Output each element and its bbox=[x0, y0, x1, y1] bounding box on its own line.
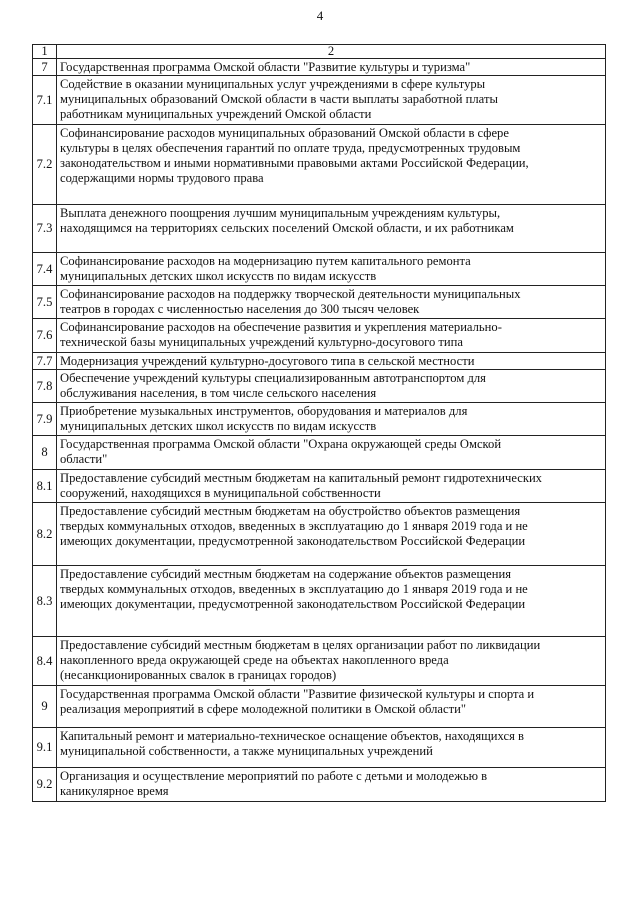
description-line: Софинансирование расходов на поддержку творческой деятельности муниципальных bbox=[60, 287, 521, 301]
row-description bbox=[57, 59, 606, 76]
description-line: Софинансирование расходов на модернизацию путем капитального ремонта bbox=[60, 254, 471, 268]
description-line: муниципальной собственности, а также муниципальных учреждений bbox=[60, 744, 433, 758]
table-row bbox=[33, 319, 606, 353]
row-description bbox=[57, 503, 606, 566]
row-number: 8.1 bbox=[33, 470, 57, 503]
row-number: 7.6 bbox=[33, 319, 57, 353]
table-row bbox=[33, 470, 606, 503]
header-col-1: 1 bbox=[33, 45, 57, 59]
description-line: театров в городах с численностью населения до 300 тысяч человек bbox=[60, 302, 420, 316]
description-line: Приобретение музыкальных инструментов, оборудования и материалов для bbox=[60, 404, 468, 418]
table-row bbox=[33, 125, 606, 205]
table-row bbox=[33, 370, 606, 403]
description-line: Государственная программа Омской области "Развитие культуры и туризма" bbox=[60, 60, 471, 74]
description-line: Государственная программа Омской области "Охрана окружающей среды Омской bbox=[60, 437, 502, 451]
table-row bbox=[33, 253, 606, 286]
table-header-row bbox=[33, 45, 606, 59]
description-line: Софинансирование расходов муниципальных образований Омской области в сфере bbox=[60, 126, 509, 140]
table-row bbox=[33, 436, 606, 470]
row-description bbox=[57, 286, 606, 319]
row-number: 7.5 bbox=[33, 286, 57, 319]
description-line: культуры в целях обеспечения гарантий по оплате труда, предусмотренных трудовым bbox=[60, 141, 521, 155]
description-line: реализация мероприятий в сфере молодежной политики в Омской области" bbox=[60, 702, 466, 716]
row-description bbox=[57, 637, 606, 686]
row-description bbox=[57, 125, 606, 205]
row-description bbox=[57, 686, 606, 728]
table-row bbox=[33, 686, 606, 728]
row-description bbox=[57, 353, 606, 370]
description-line: технической базы муниципальных учреждений культурно-досугового типа bbox=[60, 335, 464, 349]
row-number: 8 bbox=[33, 436, 57, 470]
description-line: твердых коммунальных отходов, введенных в эксплуатацию до 1 января 2019 года и не bbox=[60, 582, 528, 596]
description-line: законодательством и иными нормативными правовыми актами Российской Федерации, bbox=[60, 156, 529, 170]
row-number: 7 bbox=[33, 59, 57, 76]
table-row bbox=[33, 59, 606, 76]
description-line: накопленного вреда окружающей среде на объектах накопленного вреда bbox=[60, 653, 449, 667]
row-number: 7.1 bbox=[33, 76, 57, 125]
description-line: работникам муниципальных учреждений Омской области bbox=[60, 107, 372, 121]
description-line: Предоставление субсидий местным бюджетам на обустройство объектов размещения bbox=[60, 504, 521, 518]
row-description bbox=[57, 436, 606, 470]
row-number: 8.2 bbox=[33, 503, 57, 566]
description-line: муниципальных образований Омской области в части выплаты заработной платы bbox=[60, 92, 498, 106]
row-description bbox=[57, 205, 606, 253]
description-line: содержащими нормы трудового права bbox=[60, 171, 264, 185]
row-number: 9.1 bbox=[33, 728, 57, 768]
description-line: обслуживания населения, в том числе сельского населения bbox=[60, 386, 377, 400]
description-line: находящимся на территориях сельских поселений Омской области, и их работникам bbox=[60, 221, 514, 235]
table-row bbox=[33, 503, 606, 566]
row-number: 7.9 bbox=[33, 403, 57, 436]
description-line: Выплата денежного поощрения лучшим муниципальным учреждениям культуры, bbox=[60, 206, 501, 220]
row-number: 7.2 bbox=[33, 125, 57, 205]
description-line: Софинансирование расходов на обеспечение развития и укрепления материально- bbox=[60, 320, 502, 334]
description-line: сооружений, находящихся в муниципальной собственности bbox=[60, 486, 381, 500]
row-description bbox=[57, 370, 606, 403]
row-number: 9.2 bbox=[33, 768, 57, 802]
description-line: Обеспечение учреждений культуры специализированным автотранспортом для bbox=[60, 371, 486, 385]
description-line: каникулярное время bbox=[60, 784, 169, 798]
table-row bbox=[33, 205, 606, 253]
row-description bbox=[57, 76, 606, 125]
table-row bbox=[33, 76, 606, 125]
row-description bbox=[57, 728, 606, 768]
table-row bbox=[33, 768, 606, 802]
table-row bbox=[33, 353, 606, 370]
row-number: 7.8 bbox=[33, 370, 57, 403]
row-number: 7.4 bbox=[33, 253, 57, 286]
description-line: Капитальный ремонт и материально-техническое оснащение объектов, находящихся в bbox=[60, 729, 524, 743]
table-row bbox=[33, 566, 606, 637]
row-description bbox=[57, 253, 606, 286]
description-line: Предоставление субсидий местным бюджетам в целях организации работ по ликвидации bbox=[60, 638, 541, 652]
description-line: муниципальных детских школ искусств по видам искусств bbox=[60, 419, 377, 433]
header-col-2: 2 bbox=[57, 45, 606, 59]
description-line: Содействие в оказании муниципальных услуг учреждениями в сфере культуры bbox=[60, 77, 486, 91]
description-line: твердых коммунальных отходов, введенных в эксплуатацию до 1 января 2019 года и не bbox=[60, 519, 528, 533]
page-number: 4 bbox=[316, 8, 324, 23]
row-description bbox=[57, 768, 606, 802]
row-number: 8.3 bbox=[33, 566, 57, 637]
description-line: Государственная программа Омской области "Развитие физической культуры и спорта и bbox=[60, 687, 535, 701]
row-number: 7.7 bbox=[33, 353, 57, 370]
program-table bbox=[32, 44, 606, 802]
description-line: Организация и осуществление мероприятий по работе с детьми и молодежью в bbox=[60, 769, 488, 783]
description-line: Предоставление субсидий местным бюджетам на содержание объектов размещения bbox=[60, 567, 512, 581]
table-row bbox=[33, 728, 606, 768]
row-description bbox=[57, 470, 606, 503]
table-row bbox=[33, 286, 606, 319]
row-description bbox=[57, 566, 606, 637]
description-line: имеющих документации, предусмотренной законодательством Российской Федерации bbox=[60, 597, 526, 611]
description-line: (несанкционированных свалок в границах городов) bbox=[60, 668, 337, 682]
description-line: области" bbox=[60, 452, 108, 466]
description-line: муниципальных детских школ искусств по видам искусств bbox=[60, 269, 377, 283]
table-body bbox=[33, 45, 606, 802]
row-number: 8.4 bbox=[33, 637, 57, 686]
row-description bbox=[57, 319, 606, 353]
description-line: Модернизация учреждений культурно-досугового типа в сельской местности bbox=[60, 354, 475, 368]
row-number: 7.3 bbox=[33, 205, 57, 253]
table-row bbox=[33, 637, 606, 686]
row-number: 9 bbox=[33, 686, 57, 728]
table-row bbox=[33, 403, 606, 436]
description-line: Предоставление субсидий местным бюджетам на капитальный ремонт гидротехнических bbox=[60, 471, 542, 485]
row-description bbox=[57, 403, 606, 436]
description-line: имеющих документации, предусмотренной законодательством Российской Федерации bbox=[60, 534, 526, 548]
